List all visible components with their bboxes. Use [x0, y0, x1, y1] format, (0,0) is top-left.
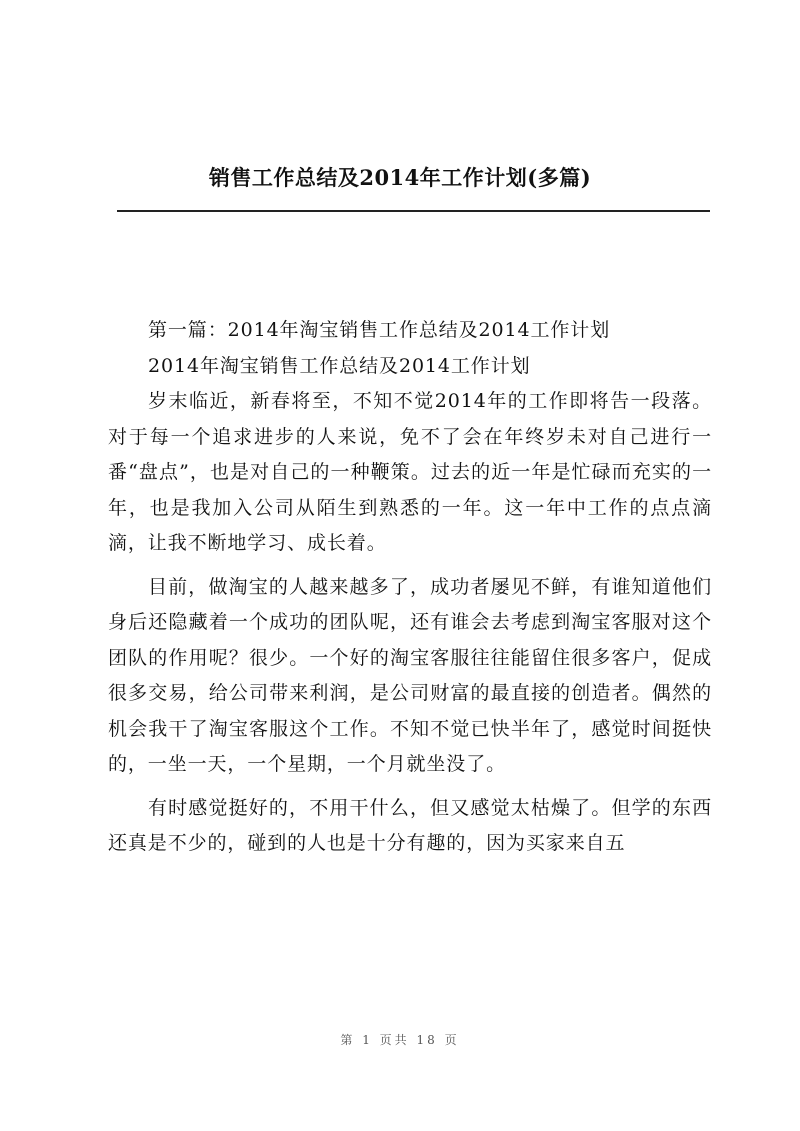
title-underline — [117, 210, 710, 212]
body-paragraph-2: 目前，做淘宝的人越来越多了，成功者屡见不鲜，有谁知道他们身后还隐藏着一个成功的团队呢，还有谁会去考虑到淘宝客服对这个团队的作用呢？很少。一个好的淘宝客服往往能留住很多客户，促成很多交易，给公司带来利润，是公司财富的最直接的创造者。偶然的机会我干了淘宝客服这个工作。不知不觉已快半年了，感觉时间挺快的，一坐一天，一个星期，一个月就坐没了。 — [108, 575, 712, 775]
document-body — [108, 313, 712, 870]
section-subheading: 2014年淘宝销售工作总结及2014工作计划 — [148, 354, 531, 377]
body-paragraph-1: 岁末临近，新春将至，不知不觉2014年的工作即将告一段落。对于每一个追求进步的人来说，免不了会在年终岁未对自己进行一番“盘点”，也是对自己的一种鞭策。过去的近一年是忙碌而充实的一年，也是我加入公司从陌生到熟悉的一年。这一年中工作的点点滴滴，让我不断地学习、成长着。 — [108, 390, 712, 554]
body-paragraph-3: 有时感觉挺好的，不用干什么，但又感觉太枯燥了。但学的东西还真是不少的，碰到的人也是十分有趣的，因为买家来自五 — [108, 796, 712, 854]
page-footer: 第 1 页共 18 页 — [340, 1033, 460, 1047]
document-title: 销售工作总结及2014年工作计划(多篇) — [208, 165, 592, 190]
section-heading: 第一篇：2014年淘宝销售工作总结及2014工作计划 — [148, 319, 611, 341]
